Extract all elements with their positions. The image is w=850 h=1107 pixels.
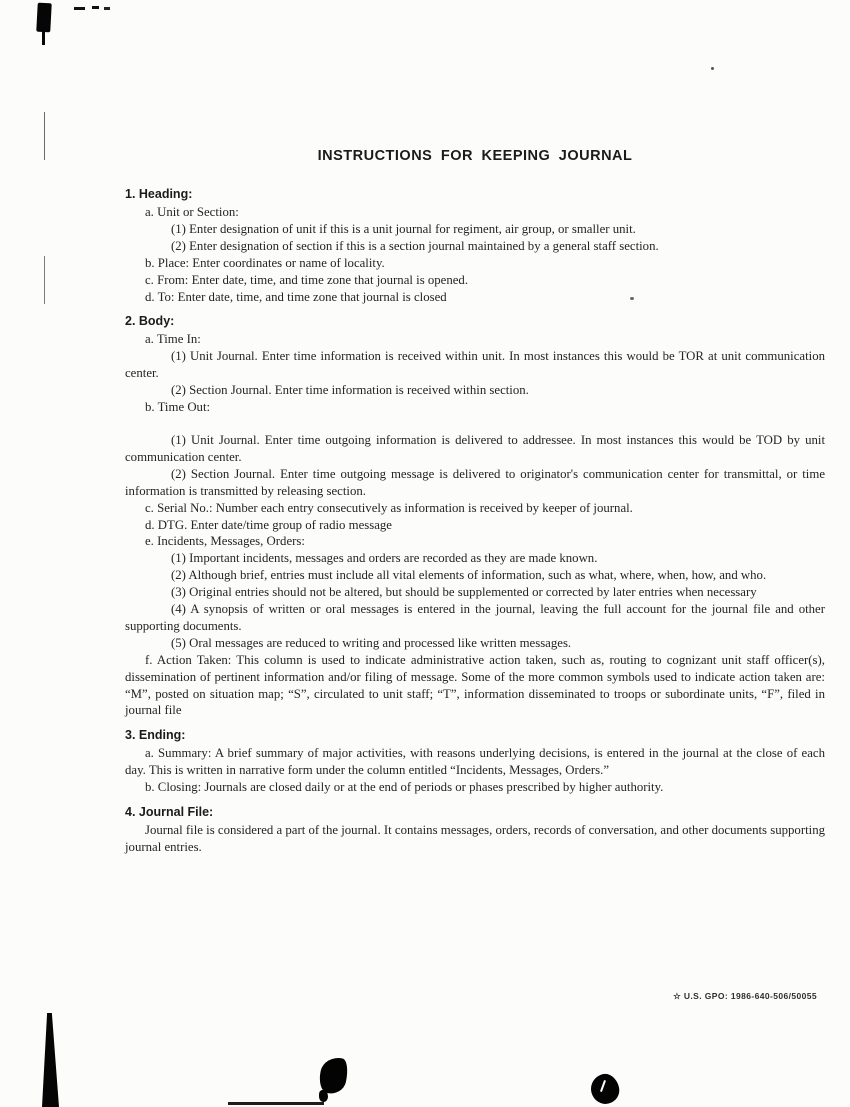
gpo-imprint: ☆ U.S. GPO: 1986-640-506/50055: [673, 991, 817, 1001]
document-content: [125, 148, 825, 856]
scan-artifact-bottom-line: [228, 1102, 324, 1105]
scan-artifact-corner-tail: [42, 30, 45, 45]
paragraph: (1) Enter designation of unit if this is a unit journal for regiment, air group, or smaller unit.: [171, 221, 636, 236]
paragraph: a. Time In:: [145, 332, 201, 347]
scan-artifact-dash: [74, 7, 85, 10]
document-title: INSTRUCTIONS FOR KEEPING JOURNAL: [317, 148, 633, 164]
paragraph: Journal file is considered a part of the journal. It contains messages, orders, records of conversation, and other documents supporting journal entries.: [125, 823, 825, 854]
paragraph: a. Unit or Section:: [145, 205, 239, 219]
paragraph: (1) Unit Journal. Enter time information is received within unit. In most instances this would be TOR at unit communication center.: [125, 349, 825, 381]
section-heading: 2. Body:: [125, 314, 175, 329]
scan-artifact-edge-line: [44, 256, 45, 304]
paragraph: d. DTG. Enter date/time group of radio message: [145, 517, 392, 532]
paragraph: c. Serial No.: Number each entry consecutively as information is received by keeper of journal.: [145, 500, 633, 515]
scan-artifact-speck: [711, 67, 714, 70]
paragraph: (2) Although brief, entries must include all vital elements of information, such as what, where, when, how, and who.: [171, 568, 767, 583]
paragraph: b. Closing: Journals are closed daily or at the end of periods or phases prescribed by higher authority.: [145, 780, 664, 795]
scan-artifact-dash: [92, 6, 99, 9]
paragraph: (1) Important incidents, messages and orders are recorded as they are made known.: [171, 551, 598, 566]
document-sections: [125, 187, 825, 856]
ink-blob: [588, 1071, 622, 1107]
section-heading: 4. Journal File:: [125, 805, 214, 820]
paragraph: d. To: Enter date, time, and time zone that journal is closed: [145, 289, 447, 304]
scan-artifact-dash: [104, 7, 110, 10]
paragraph: (5) Oral messages are reduced to writing and processed like written messages.: [171, 635, 572, 650]
paragraph: a. Summary: A brief summary of major activities, with reasons underlying decisions, is entered in the journal at the close of each day. This is written in narrative form under the column entitled “Incidents, Messages, Orders.”: [125, 746, 825, 778]
paragraph: (4) A synopsis of written or oral messages is entered in the journal, leaving the full account for the journal file and other supporting documents.: [125, 602, 825, 633]
paragraph: (2) Section Journal. Enter time outgoing message is delivered to originator's communication center for transmittal, or time information is transmitted by releasing section.: [125, 466, 825, 498]
scan-artifact-edge-line: [44, 112, 45, 160]
paragraph: f. Action Taken: This column is used to indicate administrative action taken, such as, routing to cognizant unit staff officer(s), dissemination of pertinent information and/or filing of message. Some of the more common symbols used to indicate action taken are: “M”, posted on situation map; “S”, circulated to unit staff; “T”, information disseminated to troops or subordinate units, “F”, filed in journal file: [125, 652, 825, 718]
scan-artifact-wedge: [42, 1013, 59, 1107]
paragraph: b. Time Out:: [145, 400, 211, 415]
paragraph: e. Incidents, Messages, Orders:: [145, 534, 305, 549]
paragraph: c. From: Enter date, time, and time zone that journal is opened.: [145, 272, 469, 287]
paragraph: (2) Enter designation of section if this is a section journal maintained by a general staff section.: [171, 238, 659, 253]
paragraph: (3) Original entries should not be altered, but should be supplemented or corrected by later entries when necessary: [171, 585, 757, 600]
section-heading: 1. Heading:: [125, 187, 193, 201]
paragraph: (1) Unit Journal. Enter time outgoing information is delivered to addressee. In most instances this would be TOD by unit communication center.: [125, 432, 825, 464]
section-heading: 3. Ending:: [125, 728, 186, 743]
scan-artifact-corner-mark: [36, 3, 51, 33]
ink-blob-tail: [319, 1090, 328, 1102]
paragraph: b. Place: Enter coordinates or name of locality.: [145, 255, 385, 270]
paragraph: (2) Section Journal. Enter time information is received within section.: [171, 383, 529, 398]
